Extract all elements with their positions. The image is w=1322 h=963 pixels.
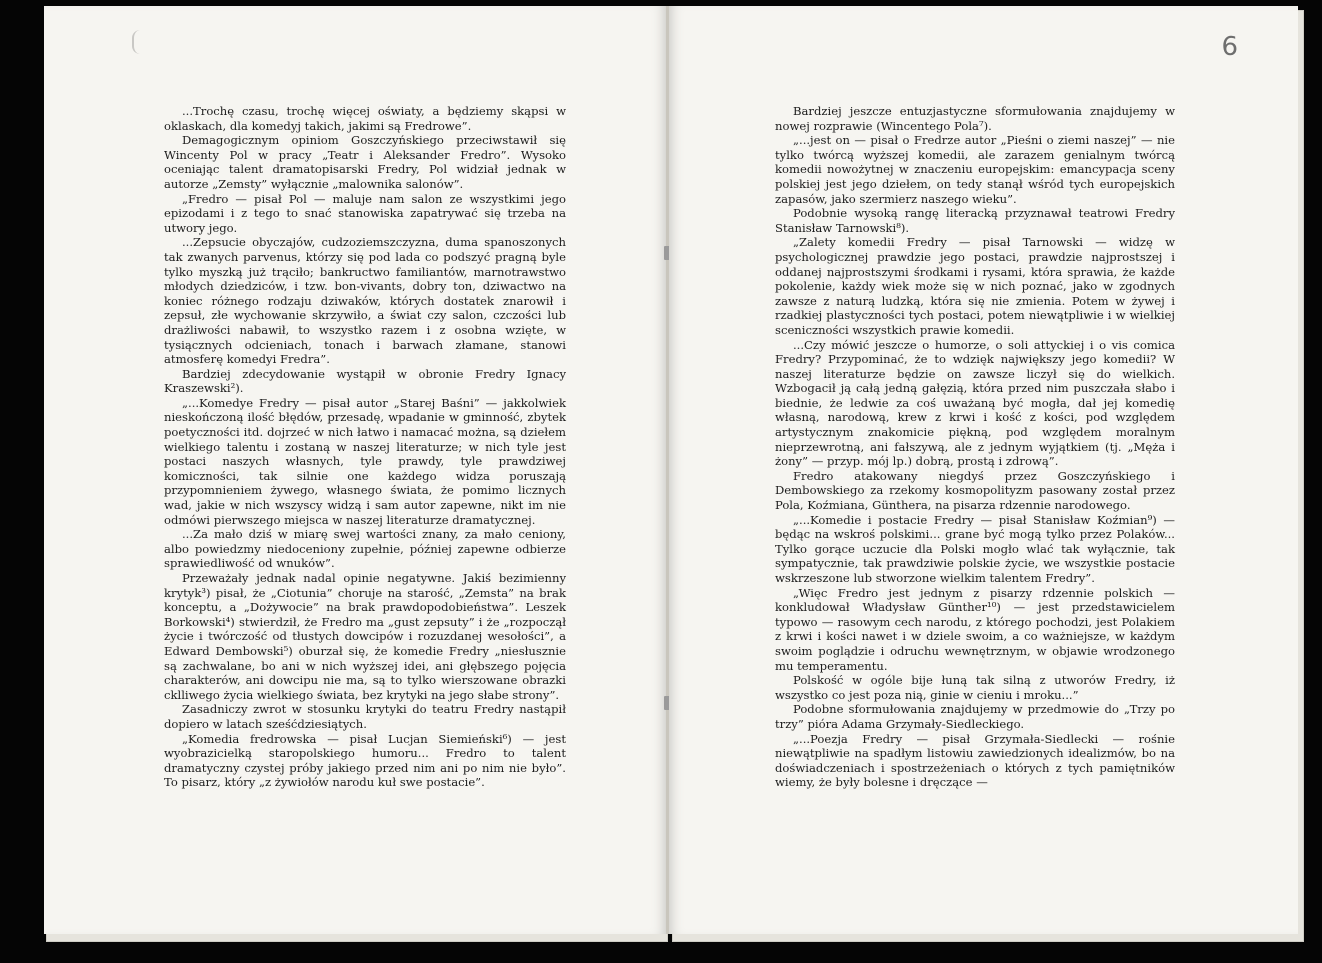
paragraph: „Więc Fredro jest jednym z pisarzy rdzennie polskich — konkludował Władysław Günther¹⁰) — jest przedstawicielem typowo — rasowym cech narodu, z którego pochodzi, jest Polakiem z krwi i kości nawet i w dziele swoim, a co ważniejsze, w każdym swoim poglądzie i odruchu wewnętrznym, w objawie wrodzonego mu temperamentu.	[775, 585, 1175, 673]
paragraph: Zasadniczy zwrot w stosunku krytyki do teatru Fredry nastąpił dopiero w latach sześćdziesiątych.	[164, 702, 566, 731]
page-number: 6	[1221, 32, 1238, 62]
paragraph: Podobnie wysoką rangę literacką przyznawał teatrowi Fredry Stanisław Tarnowski⁸).	[775, 206, 1175, 235]
right-page	[669, 6, 1298, 934]
paragraph: „...Komedie i postacie Fredry — pisał Stanisław Koźmian⁹) — będąc na wskroś polskimi... grane być mogą tylko przez Polaków... Tylko gorące uczucie dla Polski mogło wlać tak wyłącznie, tak sympatycznie, tak prawdziwie polskie życie, we wszystkie postacie wskrzeszone lub stworzone wielkim talentem Fredry”.	[775, 512, 1175, 585]
paragraph: Bardziej jeszcze entuzjastyczne sformułowania znajdujemy w nowej rozprawie (Wincentego Pola⁷).	[775, 104, 1175, 133]
right-text-column	[775, 104, 1175, 790]
paragraph: ...Za mało dziś w miarę swej wartości znany, za mało ceniony, albo powiedzmy niedoceniony zupełnie, później zapewne odbierze sprawiedliwość od wnuków”.	[164, 527, 566, 571]
paragraph: „Zalety komedii Fredry — pisał Tarnowski — widzę w psychologicznej prawdzie jego postaci, prawdzie najprostszej i oddanej najprostszymi środkami i rysami, która sprawia, że każde pokolenie, każdy wiek może się w nich poznać, jako w zgodnych zawsze z naturą ludzką, która się nie zmienia. Potem w żywej i rzadkiej plastyczności tych postaci, potem niewątpliwie i w wielkiej sceniczności wszystkich prawie komedii.	[775, 235, 1175, 337]
paragraph: Demagogicznym opiniom Goszczyńskiego przeciwstawił się Wincenty Pol w pracy „Teatr i Aleksander Fredro”. Wysoko oceniając talent dramatopisarski Fredry, Pol widział jednak w autorze „Zemsty” wyłącznie „malownika salonów”.	[164, 133, 566, 191]
paragraph: Bardziej zdecydowanie wystąpił w obronie Fredry Ignacy Kraszewski²).	[164, 366, 566, 396]
left-text-column	[164, 104, 566, 790]
left-page	[44, 6, 666, 934]
paragraph: Fredro atakowany niegdyś przez Goszczyńskiego i Dembowskiego za rzekomy kosmopolityzm pasowany został przez Pola, Koźmiana, Günthera, na pisarza rdzennie narodowego.	[775, 468, 1175, 513]
paragraph: ...Zepsucie obyczajów, cudzoziemszczyzna, duma spanoszonych tak zwanych parvenus, którzy się pod lada co podszyć pragną byle tylko myszką już trąciło; bankructwo familiantów, marnotrawstwo młodych dziedziców, i tzw. bon-vivants, dobry ton, dziwactwo na koniec różnego rodzaju dziwaków, których dostatek znarowił i zepsuł, złe wychowanie skrzywiło, a świat czy salon, czczości lub drażliwości nabawił, to wszystko razem i z osobna wzięte, w tysiącznych odcieniach, tonach i barwach złamane, stanowi atmosferę komedyi Fredra”.	[164, 235, 566, 367]
pencil-mark-icon	[132, 30, 148, 54]
paragraph: „Komedia fredrowska — pisał Lucjan Siemieński⁶) — jest wyobrazicielką staropolskiego humoru... Fredro to talent dramatyczny czystej próby jakiego przed nim ani po nim nie było”. To pisarz, który „z żywiołów narodu kuł swe postacie”.	[164, 731, 566, 790]
paragraph: „...jest on — pisał o Fredrze autor „Pieśni o ziemi naszej” — nie tylko twórcą wyższej komedii, ale zarazem genialnym twórcą komedii nowożytnej w znaczeniu europejskim: emancypacja sceny polskiej jest jego dziełem, on tedy stanął wśród tych europejskich zapasów, jako szermierz naszego wieku”.	[775, 133, 1175, 206]
paragraph: Przeważały jednak nadal opinie negatywne. Jakiś bezimienny krytyk³) pisał, że „Ciotunia” choruje na starość, „Zemsta” na brak konceptu, a „Dożywocie” na brak prawdopodobieństwa”. Leszek Borkowski⁴) stwierdził, że Fredro ma „gust zepsuty” i że „rozpoczął życie i twórczość od tłustych dowcipów i rozuzdanej wesołości”, a Edward Dembowski⁵) oburzał się, że komedie Fredry „niesłusznie są zachwalane, bo ani w nich wyższej idei, ani głębszego pojęcia charakterów, ani dowcipu nie ma, są to tylko wierszowane obrazki cklliwego życia wielkiego świata, bez krytyki na jego słabe strony”.	[164, 571, 566, 702]
paragraph: „...Poezja Fredry — pisał Grzymała-Siedlecki — rośnie niewątpliwie na spadłym listowiu zawiedzionych idealizmów, bo na doświadczeniach i spostrzeżeniach o których z tych pamiętników wiemy, że były bolesne i dręczące —	[775, 731, 1175, 790]
paragraph: Podobne sformułowania znajdujemy w przedmowie do „Trzy po trzy” pióra Adama Grzymały-Siedleckiego.	[775, 702, 1175, 731]
book-spread	[44, 6, 1298, 934]
paragraph: „Fredro — pisał Pol — maluje nam salon ze wszystkimi jego epizodami i z tego to snać stanowiska zapatrywać się trzeba na utwory jego.	[164, 191, 566, 235]
paragraph: Polskość w ogóle bije łuną tak silną z utworów Fredry, iż wszystko co jest poza nią, ginie w cieniu i mroku...”	[775, 673, 1175, 702]
paragraph: ...Trochę czasu, trochę więcej oświaty, a będziemy skąpsi w oklaskach, dla komedyj takich, jakimi są Fredrowe”.	[164, 104, 566, 133]
paragraph: ...Czy mówić jeszcze o humorze, o soli attyckiej i o vis comica Fredry? Przypominać, że to wdzięk największy jego komedii? W naszej literaturze będzie on zawsze liczył się do wielkich. Wzbogacił ją całą jedną gałęzią, która przed nim puszczała słabo i biednie, że ledwie za coś uważaną być mogła, dał jej komedię własną, narodową, krew z krwi i kość z kości, pod względem artystycznym znakomicie piękną, pod względem moralnym nieprzewrotną, ani fałszywą, ale z jednym wyjątkiem (tj. „Męża i żony” — przyp. mój lp.) dobrą, prostą i zdrową”.	[775, 337, 1175, 469]
paragraph: „...Komedye Fredry — pisał autor „Starej Baśni” — jakkolwiek nieskończoną ilość błędów, przesadę, wpadanie w gminność, zbytek poetyczności itd. dojrzeć w nich łatwo i namacać można, są dziełem wielkiego talentu i zostaną w naszej literaturze; w nich tyle jest postaci naszych własnych, tyle prawdy, tyle prawdziwej komiczności, tak silnie one każdego widza poruszają przypomnieniem żywego, własnego świata, że pomimo licznych wad, jakie w nich wszyscy widzą i sam autor zapewne, nikt im nie odmówi pierwszego miejsca w naszej literaturze dramatycznej.	[164, 395, 566, 527]
